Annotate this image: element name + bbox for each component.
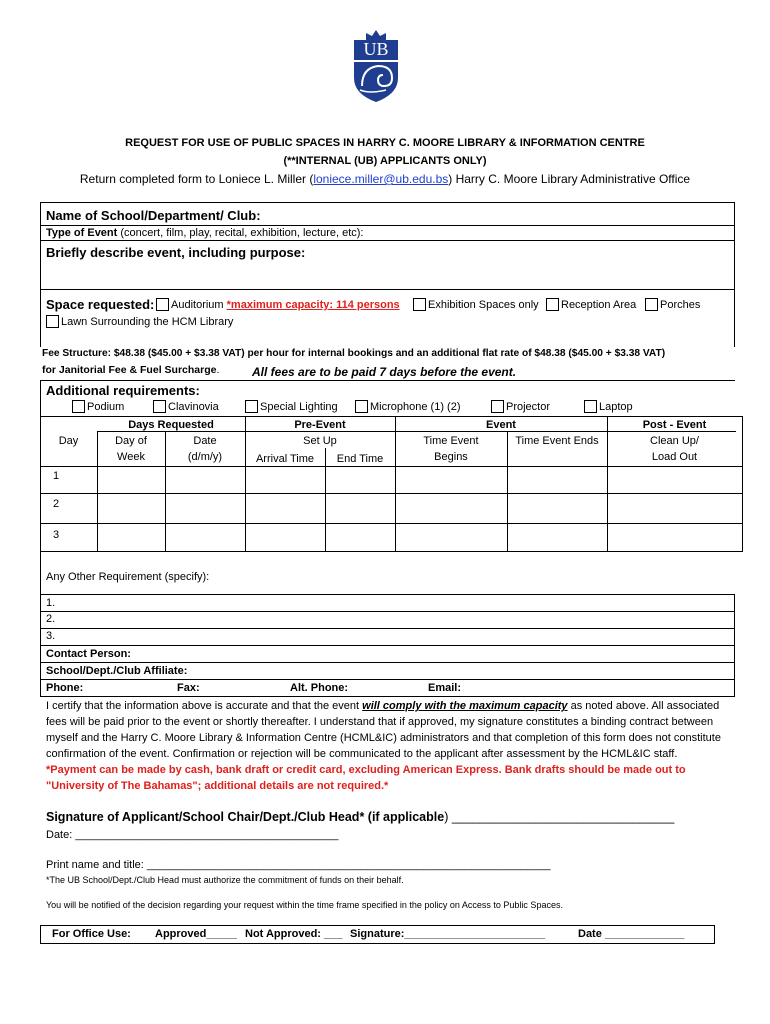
return-instructions: Return completed form to Loniece L. Miller (loniece.miller@ub.edu.bs) Harry C. Moore Library Administrative Office — [79, 172, 691, 186]
time-event-ends-header: Time Event Ends — [515, 435, 599, 447]
days-requested-header: Days Requested — [128, 419, 214, 431]
notification-note: You will be notified of the decision regarding your request within the time frame specified in the policy on Access to Public Spaces. — [46, 900, 563, 910]
affiliate-label: School/Dept./Club Affiliate: — [46, 665, 188, 677]
certification-statement: I certify that the information above is accurate and that the event will comply with the maximum capacity as noted above. All associated fees will be paid prior to the event or shortly thereafter. I understand that if approved, my signature constitutes a binding contract between myself and the Harry C. Moore Library & Information Centre (HCML&IC) administrators and that completion of this form does not constitute confirmation of the event. Confirmation or rejection will be communicated to the applicant after assessment by the HCML&IC staff. *Payment can be made by cash, bank draft or credit card, excluding American Express. Bank drafts should be made out to "University of The Bahamas"; additional details are not required.* — [46, 700, 721, 792]
set-up-header: Set Up — [303, 435, 337, 447]
arrival-time-header: Arrival Time — [255, 453, 315, 465]
day-of-week-header: Day of Week — [115, 435, 147, 463]
clavinova-label: Clavinovia — [168, 401, 219, 413]
fee-janitorial: for Janitorial Fee & Fuel Surcharge. — [42, 364, 220, 376]
auditorium-checkbox[interactable] — [156, 298, 169, 311]
school-department-label: Name of School/Department/ Club: — [46, 208, 261, 223]
lawn-checkbox[interactable] — [46, 315, 59, 328]
reception-label: Reception Area — [561, 299, 637, 311]
university-logo — [346, 28, 406, 104]
form-title: REQUEST FOR USE OF PUBLIC SPACES IN HARRY C. MOORE LIBRARY & INFORMATION CENTRE — [125, 137, 645, 149]
auditorium-label: Auditorium *maximum capacity: 114 persons — [171, 299, 400, 311]
not-approved-field: Not Approved: ___ — [245, 928, 343, 940]
other-requirement-label: Any Other Requirement (specify): — [46, 571, 210, 583]
exhibition-checkbox[interactable] — [413, 298, 426, 311]
cleanup-header: Clean Up/ Load Out — [650, 435, 699, 463]
other-item-2: 2. — [46, 613, 56, 625]
day-column-header: Day — [58, 435, 79, 447]
print-name-line: Print name and title: __________________________________________________________________ — [46, 859, 551, 871]
fax-label: Fax: — [177, 682, 200, 694]
lighting-label: Special Lighting — [260, 401, 338, 413]
contact-person-label: Contact Person: — [46, 648, 131, 660]
microphone-label: Microphone (1) (2) — [370, 401, 461, 413]
laptop-checkbox[interactable] — [584, 400, 597, 413]
porches-label: Porches — [660, 299, 701, 311]
fee-structure: Fee Structure: $48.38 ($45.00 + $3.38 VAT) per hour for internal bookings and an additional flat rate of $48.38 ($45.00 + $3.38 VAT) — [42, 348, 666, 359]
space-requested-label: Space requested: — [46, 297, 155, 312]
office-date-field: Date _____________ — [578, 928, 685, 940]
pre-event-header: Pre-Event — [294, 419, 346, 431]
exhibition-label: Exhibition Spaces only — [428, 299, 539, 311]
table-row: 3 — [53, 529, 60, 541]
office-signature-field: Signature:_______________________ — [350, 928, 546, 940]
describe-event-label: Briefly describe event, including purpose: — [46, 245, 306, 260]
event-type-label: Type of Event (concert, film, play, recital, exhibition, lecture, etc): — [46, 227, 364, 239]
date-line: Date: ___________________________________________ — [46, 829, 339, 841]
microphone-checkbox[interactable] — [355, 400, 368, 413]
additional-requirements-label: Additional requirements: — [46, 383, 200, 398]
fee-due-note: All fees are to be paid 7 days before the event. — [252, 365, 517, 379]
lawn-label: Lawn Surrounding the HCM Library — [61, 316, 234, 328]
porches-checkbox[interactable] — [645, 298, 658, 311]
date-header: Date (d/m/y) — [187, 435, 223, 463]
approved-field: Approved_____ — [155, 928, 237, 940]
podium-label: Podium — [87, 401, 125, 413]
office-use-label: For Office Use: — [52, 928, 131, 940]
laptop-label: Laptop — [599, 401, 633, 413]
logo-text: UB — [363, 39, 389, 59]
clavinova-checkbox[interactable] — [153, 400, 166, 413]
email-label: Email: — [428, 682, 462, 694]
table-row: 1 — [53, 470, 60, 482]
reception-checkbox[interactable] — [546, 298, 559, 311]
table-row: 2 — [53, 498, 60, 510]
podium-checkbox[interactable] — [72, 400, 85, 413]
other-item-1: 1. — [46, 597, 56, 609]
lighting-checkbox[interactable] — [245, 400, 258, 413]
projector-label: Projector — [506, 401, 551, 413]
projector-checkbox[interactable] — [491, 400, 504, 413]
event-header: Event — [486, 419, 516, 431]
end-time-header: End Time — [336, 453, 384, 465]
post-event-header: Post - Event — [642, 419, 707, 431]
authorization-note: *The UB School/Dept./Club Head must authorize the commitment of funds on their behalf. — [46, 875, 404, 885]
email-link[interactable]: loniece.miller@ub.edu.bs — [313, 172, 449, 186]
signature-label: Signature of Applicant/School Chair/Dept./Club Head* (if applicable) ________________________________ — [46, 810, 675, 824]
form-subtitle: (**INTERNAL (UB) APPLICANTS ONLY) — [283, 155, 487, 167]
phone-label: Phone: — [46, 682, 84, 694]
other-item-3: 3. — [46, 630, 56, 642]
alt-phone-label: Alt. Phone: — [290, 682, 349, 694]
time-event-begins-header: Time Event Begins — [423, 435, 479, 463]
